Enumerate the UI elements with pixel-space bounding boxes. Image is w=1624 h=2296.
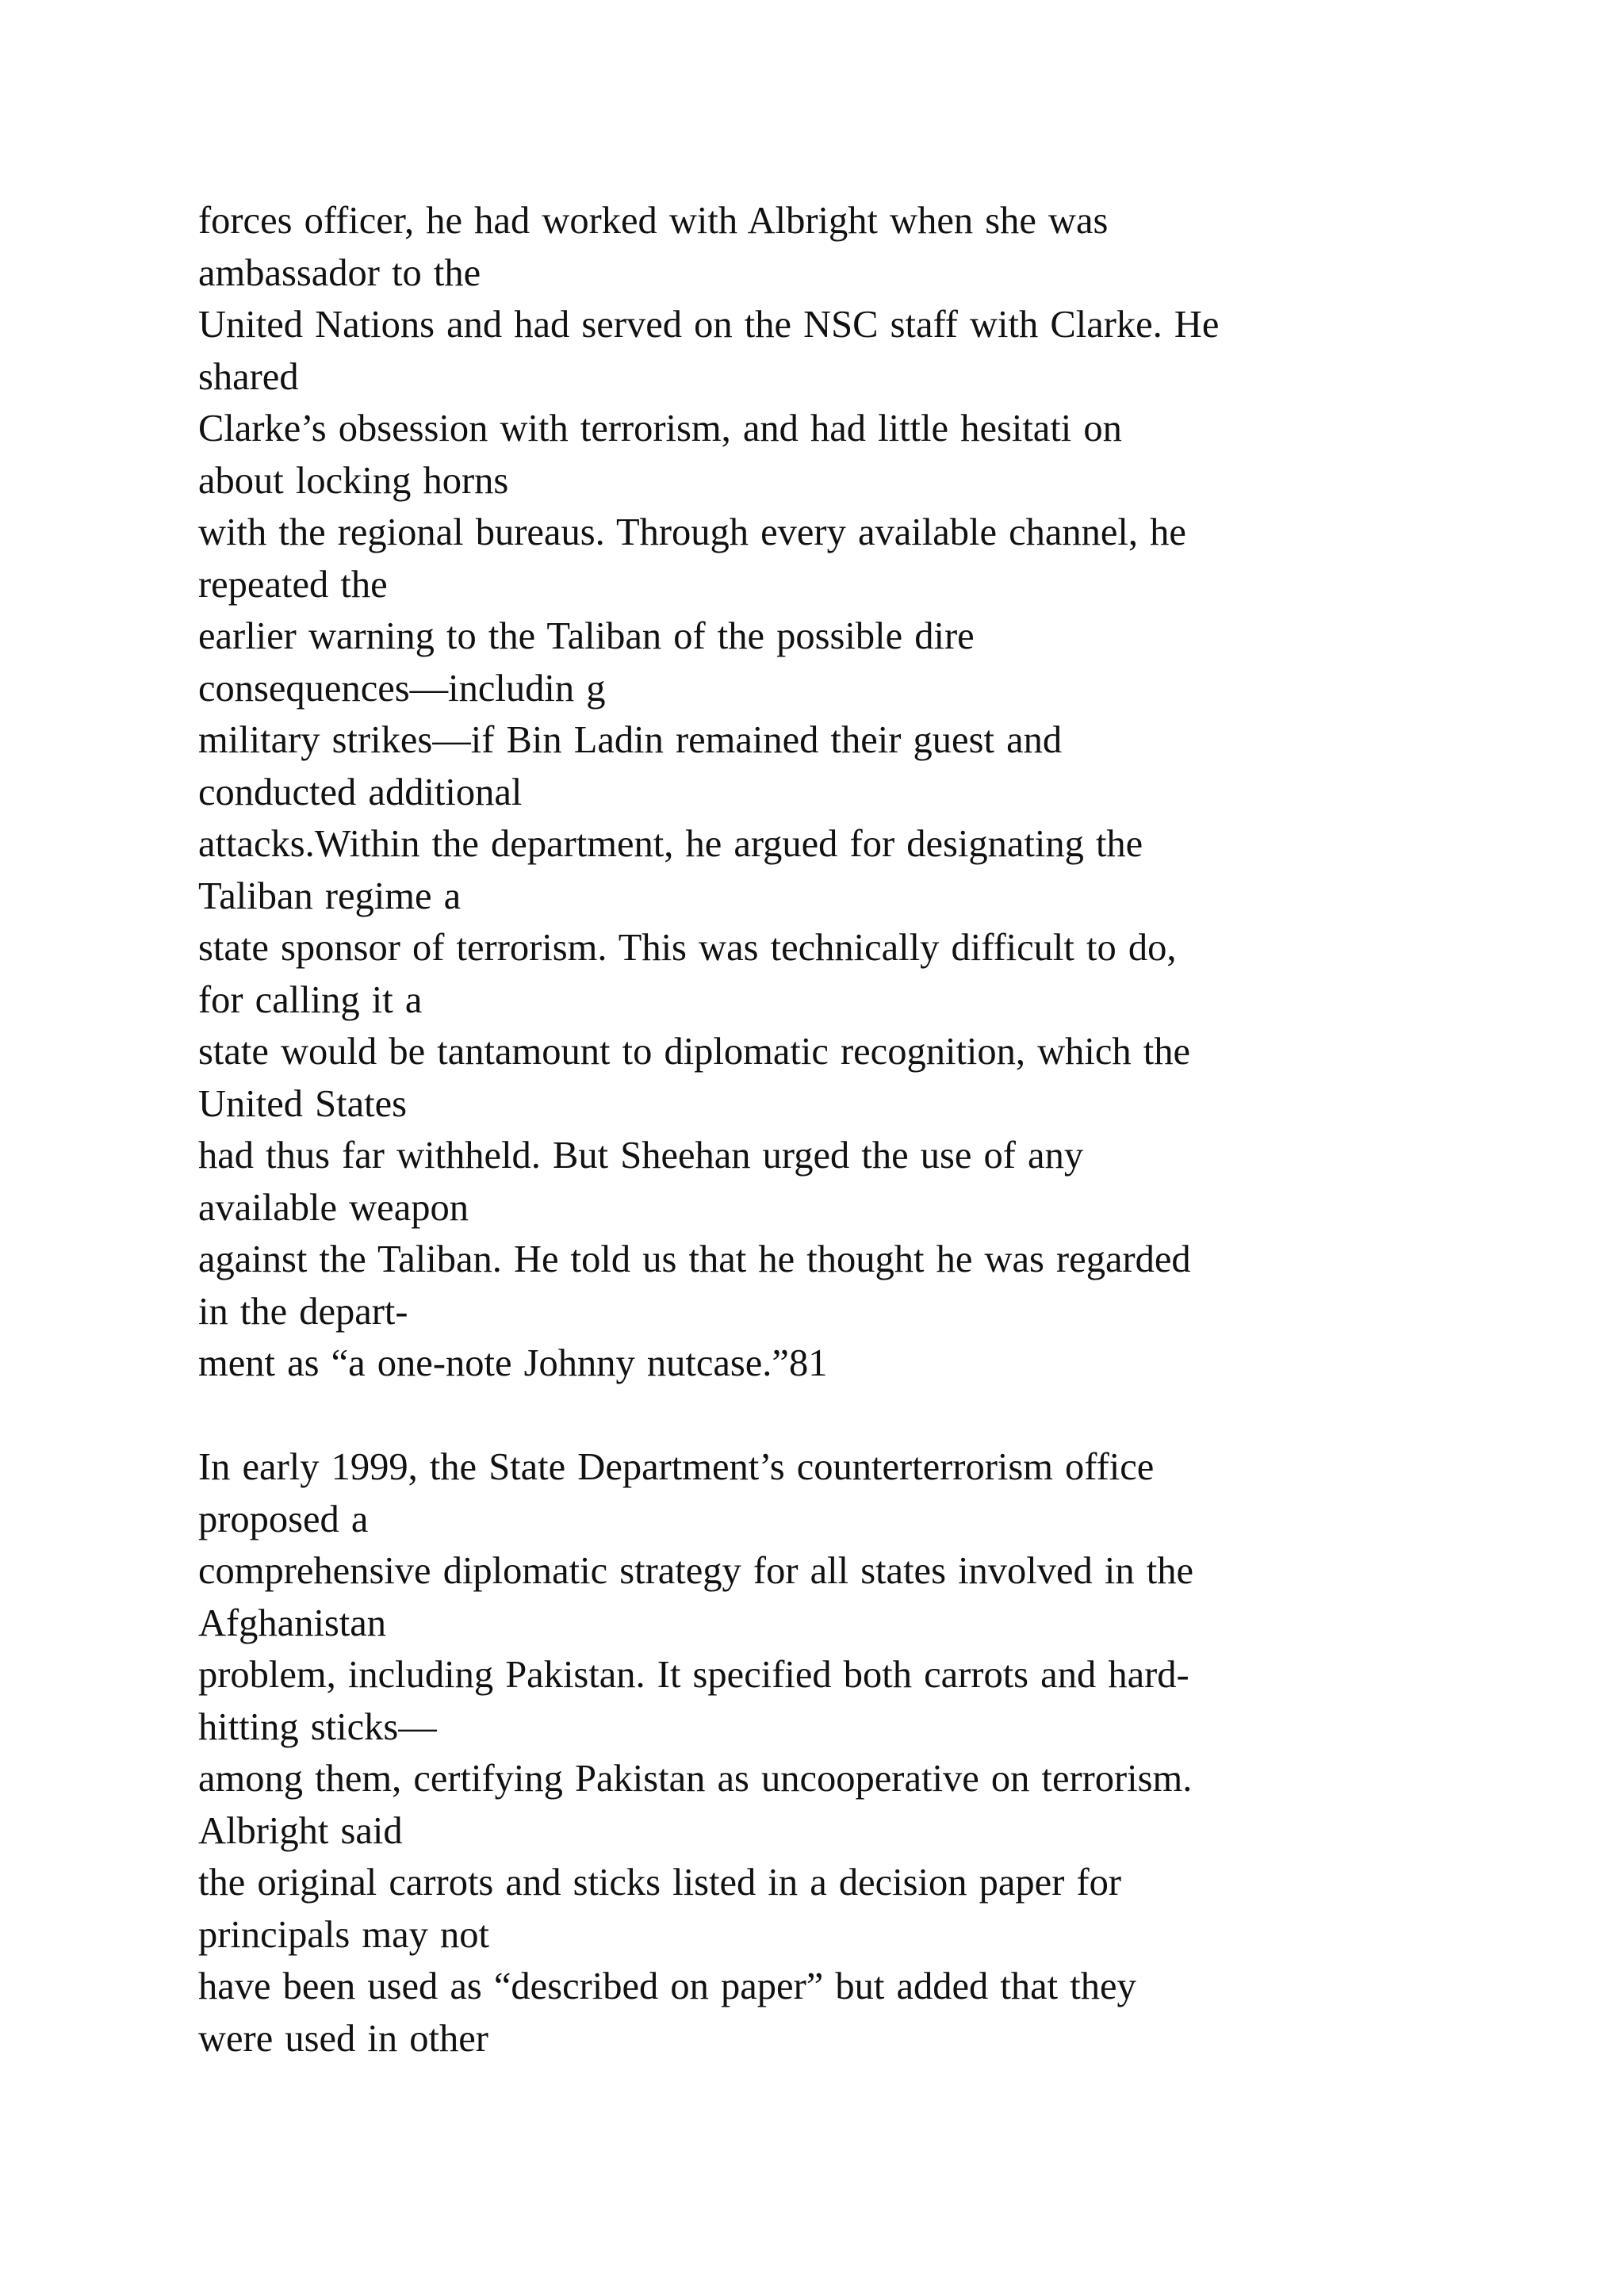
text-line: for calling it a xyxy=(198,978,423,1021)
text-line: Afghanistan xyxy=(198,1601,387,1644)
text-line: were used in other xyxy=(198,2017,488,2060)
text-line: ment as “a one-note Johnny nutcase.”81 xyxy=(198,1342,828,1384)
text-line: had thus far withheld. But Sheehan urged the use of any xyxy=(198,1135,1084,1177)
text-line: shared xyxy=(198,355,299,398)
text-line: about locking horns xyxy=(198,459,509,502)
paragraph-1 xyxy=(198,195,1499,1390)
text-line: hitting sticks— xyxy=(198,1705,437,1748)
text-line: conducted additional xyxy=(198,771,523,813)
text-line: with the regional bureaus. Through every available channel, he xyxy=(198,511,1186,553)
text-line: Albright said xyxy=(198,1809,403,1852)
text-line: Taliban regime a xyxy=(198,874,462,917)
text-line: ambassador to the xyxy=(198,251,481,294)
document-body xyxy=(198,195,1499,2064)
text-line: repeated the xyxy=(198,563,388,606)
text-line: available weapon xyxy=(198,1186,469,1229)
text-line: earlier warning to the Taliban of the possible dire xyxy=(198,615,975,657)
text-line: United Nations and had served on the NSC staff with Clarke. He xyxy=(198,304,1220,346)
text-line: against the Taliban. He told us that he thought he was regarded xyxy=(198,1238,1191,1280)
text-line: principals may not xyxy=(198,1913,489,1956)
text-line: consequences—includin g xyxy=(198,667,606,710)
text-line: military strikes—if Bin Ladin remained their guest and xyxy=(198,719,1063,761)
text-line: United States xyxy=(198,1082,407,1125)
text-line: in the depart- xyxy=(198,1290,408,1333)
text-line: state would be tantamount to diplomatic recognition, which the xyxy=(198,1031,1191,1073)
text-line: In early 1999, the State Department’s counterterrorism office xyxy=(198,1446,1155,1488)
paragraph-spacer xyxy=(198,1390,1499,1442)
text-line: proposed a xyxy=(198,1498,369,1540)
text-line: among them, certifying Pakistan as uncooperative on terrorism. xyxy=(198,1758,1193,1800)
text-line: forces officer, he had worked with Albright when she was xyxy=(198,200,1109,242)
text-line: attacks.Within the department, he argued for designating the xyxy=(198,823,1143,865)
text-line: comprehensive diplomatic strategy for all states involved in the xyxy=(198,1550,1194,1592)
paragraph-2 xyxy=(198,1441,1499,2064)
text-line: the original carrots and sticks listed in a decision paper for xyxy=(198,1862,1122,1904)
text-line: problem, including Pakistan. It specified both carrots and hard- xyxy=(198,1654,1189,1696)
text-line: Clarke’s obsession with terrorism, and had little hesitati on xyxy=(198,408,1122,450)
text-line: have been used as “described on paper” but added that they xyxy=(198,1965,1136,2007)
text-line: state sponsor of terrorism. This was technically difficult to do, xyxy=(198,927,1177,969)
